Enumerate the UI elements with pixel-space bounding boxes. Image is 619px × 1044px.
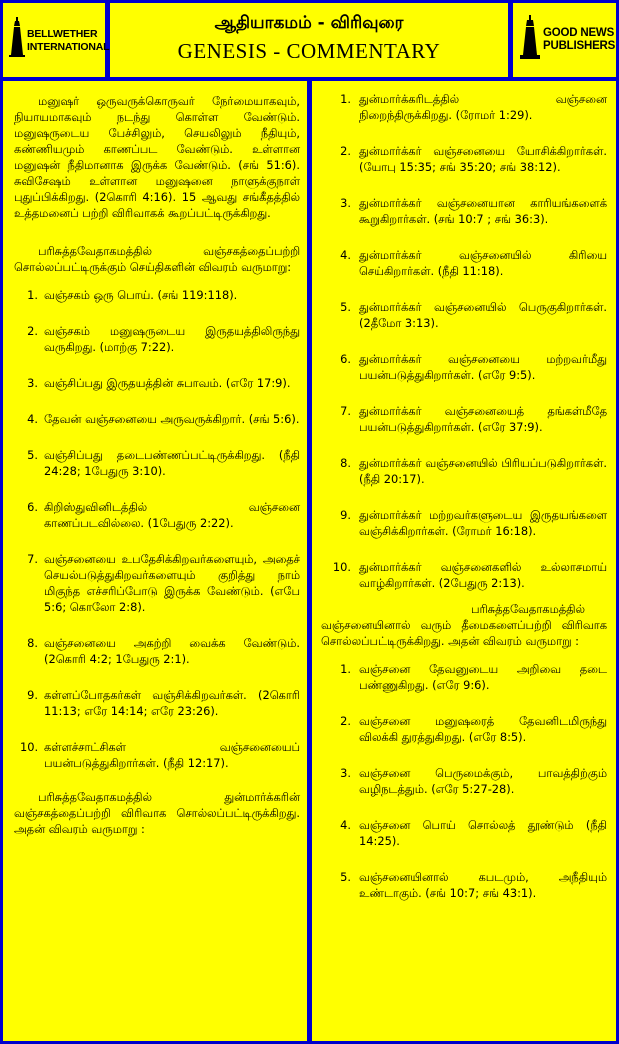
list-item-text: துன்மார்க்கர் வஞ்சனையை யோசிக்கிறார்கள். (யோபு 15:35; சங் 35:20; சங் 38:12). (359, 144, 607, 174)
list-item-text: தேவன் வஞ்சனையை அருவருக்கிறார். (சங் 5:6). (44, 412, 300, 426)
list-item (321, 351, 607, 383)
wicked-deception-list (321, 91, 607, 591)
deception-effects-list (321, 661, 607, 901)
intro-paragraph: மனுஷர் ஒருவருக்கொருவர் நேர்மையாகவும், நியாயமாகவும் நடந்து கொள்ள வேண்டும். மனுஷருடைய பேச்சிலும், செயலிலும் நீதியும், கண்ணியமும் காணப்பட வேண்டும். உள்ளான மனுஷன் நீதிமானாக இருக்க வேண்டும். (சங் 51:6). சுவிசேஷம் உள்ளான மனுஷனை நாளுக்குநாள் புதுப்பிக்கிறது. (2கொரி 4:16). 15 ஆவது சங்கீதத்தில் உத்தமனைப் பற்றி விரிவாகக் கூறப்பட்டிருக்கிறது. (14, 94, 300, 220)
list-item-number: 8. (27, 636, 38, 650)
list-item (321, 247, 607, 279)
list-item-number: 9. (340, 508, 351, 522)
title-banner (110, 3, 508, 77)
list-item (14, 551, 300, 615)
list-item-number: 1. (27, 288, 38, 302)
list-item-number: 4. (340, 818, 351, 832)
list-item-text: வஞ்சனை பொய் சொல்லத் தூண்டும் (நீதி 14:25). (359, 818, 607, 848)
list-item (321, 91, 607, 123)
list-item (321, 869, 607, 901)
list-item-text: கள்ளச்சாட்சிகள் வஞ்சனையைப் பயன்படுத்துகிறார்கள். (நீதி 12:17). (44, 740, 300, 770)
lead-paragraph: பரிசுத்தவேதாகமத்தில் வஞ்சகத்தைப்பற்றி சொல்லப்பட்டிருக்கும் செய்திகளின் விவரம் வருமாறு: (14, 244, 300, 274)
list-item-number: 2. (27, 324, 38, 338)
list-item-number: 8. (340, 456, 351, 470)
list-item (14, 411, 300, 427)
list-item-number: 3. (27, 376, 38, 390)
list-item-text: கிறிஸ்துவினிடத்தில் வஞ்சனை காணப்படவில்லை. (1பேதுரு 2:22). (44, 500, 300, 530)
list-item-number: 4. (340, 248, 351, 262)
list-item-text: வஞ்சிப்பது தடைபண்ணப்பட்டிருக்கிறது. (நீதி 24:28; 1பேதுரு 3:10). (44, 448, 300, 478)
list-item-number: 10. (20, 740, 39, 754)
list-item-number: 4. (27, 412, 38, 426)
list-item-number: 1. (340, 662, 351, 676)
list-item-text: துன்மார்க்கர் வஞ்சனையில் கிரியை செய்கிறார்கள். (நீதி 11:18). (359, 248, 607, 278)
list-item-number: 7. (27, 552, 38, 566)
list-item (14, 323, 300, 355)
list-item (321, 661, 607, 693)
list-item (321, 143, 607, 175)
good-news-logo (513, 3, 616, 77)
list-item-text: துன்மார்க்கர் வஞ்சனையான காரியங்களைக் கூறுகிறார்கள். (சங் 10:7 ; சங் 36:3). (359, 196, 607, 226)
list-item-number: 6. (340, 352, 351, 366)
list-item-text: துன்மார்க்கர் வஞ்சனையில் பெருகுகிறார்கள். (2தீமோ 3:13). (359, 300, 607, 330)
list-item-number: 6. (27, 500, 38, 514)
list-item-text: துன்மார்க்கர் வஞ்சனையில் பிரியப்படுகிறார்கள். (நீதி 20:17). (359, 456, 607, 486)
good-news-logo-text: GOOD NEWS PUBLISHERS (543, 27, 616, 52)
right-column (312, 81, 616, 1041)
list-item-text: துன்மார்க்கர் வஞ்சனையை மற்றவர்மீது பயன்படுத்துகிறார்கள். (எரே 9:5). (359, 352, 607, 382)
list-item-text: வஞ்சனையினால் கபடமும், அநீதியும் உண்டாகும். (சங் 10:7; சங் 43:1). (359, 870, 607, 900)
lighthouse-icon (9, 17, 25, 57)
list-item (321, 455, 607, 487)
list-item-text: வஞ்சனை மனுஷரைத் தேவனிடமிருந்து விலக்கி துரத்துகிறது. (எரே 8:5). (359, 714, 607, 744)
list-item-text: துன்மார்க்கர் வஞ்சனைகளில் உல்லாசமாய் வாழ்கிறார்கள். (2பேதுரு 2:13). (359, 560, 607, 590)
list-item-number: 9. (27, 688, 38, 702)
list-item-number: 3. (340, 766, 351, 780)
list-item-number: 3. (340, 196, 351, 210)
list-item (321, 403, 607, 435)
list-item (321, 299, 607, 331)
list-item-text: துன்மார்க்கரிடத்தில் வஞ்சனை நிறைந்திருக்கிறது. (ரோமர் 1:29). (359, 92, 607, 122)
list-item-text: வஞ்சகம் மனுஷருடைய இருதயத்திலிருந்து வருகிறது. (மாற்கு 7:22). (44, 324, 300, 354)
list-item (14, 447, 300, 479)
list-item-number: 2. (340, 714, 351, 728)
left-column (3, 81, 307, 1041)
deception-list (14, 287, 300, 771)
list-item (14, 635, 300, 667)
list-item-text: வஞ்சனையை அகற்றி வைக்க வேண்டும். (2கொரி 4:2; 1பேதுரு 2:1). (44, 636, 300, 666)
title-english: GENESIS - COMMENTARY (177, 39, 441, 63)
list-item (321, 195, 607, 227)
list-item-number: 5. (340, 870, 351, 884)
mid-paragraph: பரிசுத்தவேதாகமத்தில் வஞ்சனையினால் வரும் தீமைகளைப்பற்றி விரிவாக சொல்லப்பட்டிருக்கிறது. அதன் விவரம் வருமாறு : (321, 602, 607, 648)
list-item-text: வஞ்சனையை உபதேசிக்கிறவர்களையும், அதைச் செயல்படுத்துகிறவர்களையும் குறித்து நாம் மிகுந்த எச்சரிப்போடு இருக்க வேண்டும். (எபே 5:6; கொலோ 2:8). (44, 552, 300, 614)
list-item (14, 687, 300, 719)
title-tamil: ஆதியாகமம் - விரிவுரை (214, 13, 404, 33)
list-item-text: துன்மார்க்கர் வஞ்சனையைத் தங்கள்மீதே பயன்படுத்துகிறார்கள். (எரே 37:9). (359, 404, 607, 434)
list-item-number: 10. (332, 560, 351, 574)
list-item-number: 2. (340, 144, 351, 158)
list-item-text: வஞ்சனை தேவனுடைய அறிவை தடை பண்ணுகிறது. (எரே 9:6). (359, 662, 607, 692)
list-item-text: கள்ளப்போதகர்கள் வஞ்சிக்கிறவர்கள். (2கொரி 11:13; எரே 14:14; எரே 23:26). (44, 688, 300, 718)
list-item (321, 713, 607, 745)
list-item (14, 375, 300, 391)
list-item-number: 5. (340, 300, 351, 314)
list-item (14, 287, 300, 303)
list-item (14, 499, 300, 531)
list-item-number: 5. (27, 448, 38, 462)
list-item (14, 739, 300, 771)
list-item (321, 765, 607, 797)
lighthouse-icon (520, 15, 540, 59)
list-item-text: துன்மார்க்கர் மற்றவர்களுடைய இருதயங்களை வஞ்சிக்கிறார்கள். (ரோமர் 16:18). (359, 508, 607, 538)
list-item-text: வஞ்சகம் ஒரு பொய். (சங் 119:118). (44, 288, 238, 302)
list-item (321, 817, 607, 849)
list-item (321, 559, 607, 591)
bellwether-logo-text: BELLWETHER INTERNATIONAL (27, 28, 110, 53)
list-item-number: 7. (340, 404, 351, 418)
list-item-text: வஞ்சனை பெருமைக்கும், பாவத்திற்கும் வழிநடத்தும். (எரே 5:27-28). (359, 766, 607, 796)
list-item-text: வஞ்சிப்பது இருதயத்தின் சுபாவம். (எரே 17:9). (44, 376, 291, 390)
list-item-number: 1. (340, 92, 351, 106)
list-item (321, 507, 607, 539)
bellwether-logo (3, 3, 110, 77)
outro-paragraph: பரிசுத்தவேதாகமத்தில் துன்மார்க்கரின் வஞ்சகத்தைப்பற்றி விரிவாக சொல்லப்பட்டிருக்கிறது. அதன் விவரம் வருமாறு : (14, 790, 300, 836)
